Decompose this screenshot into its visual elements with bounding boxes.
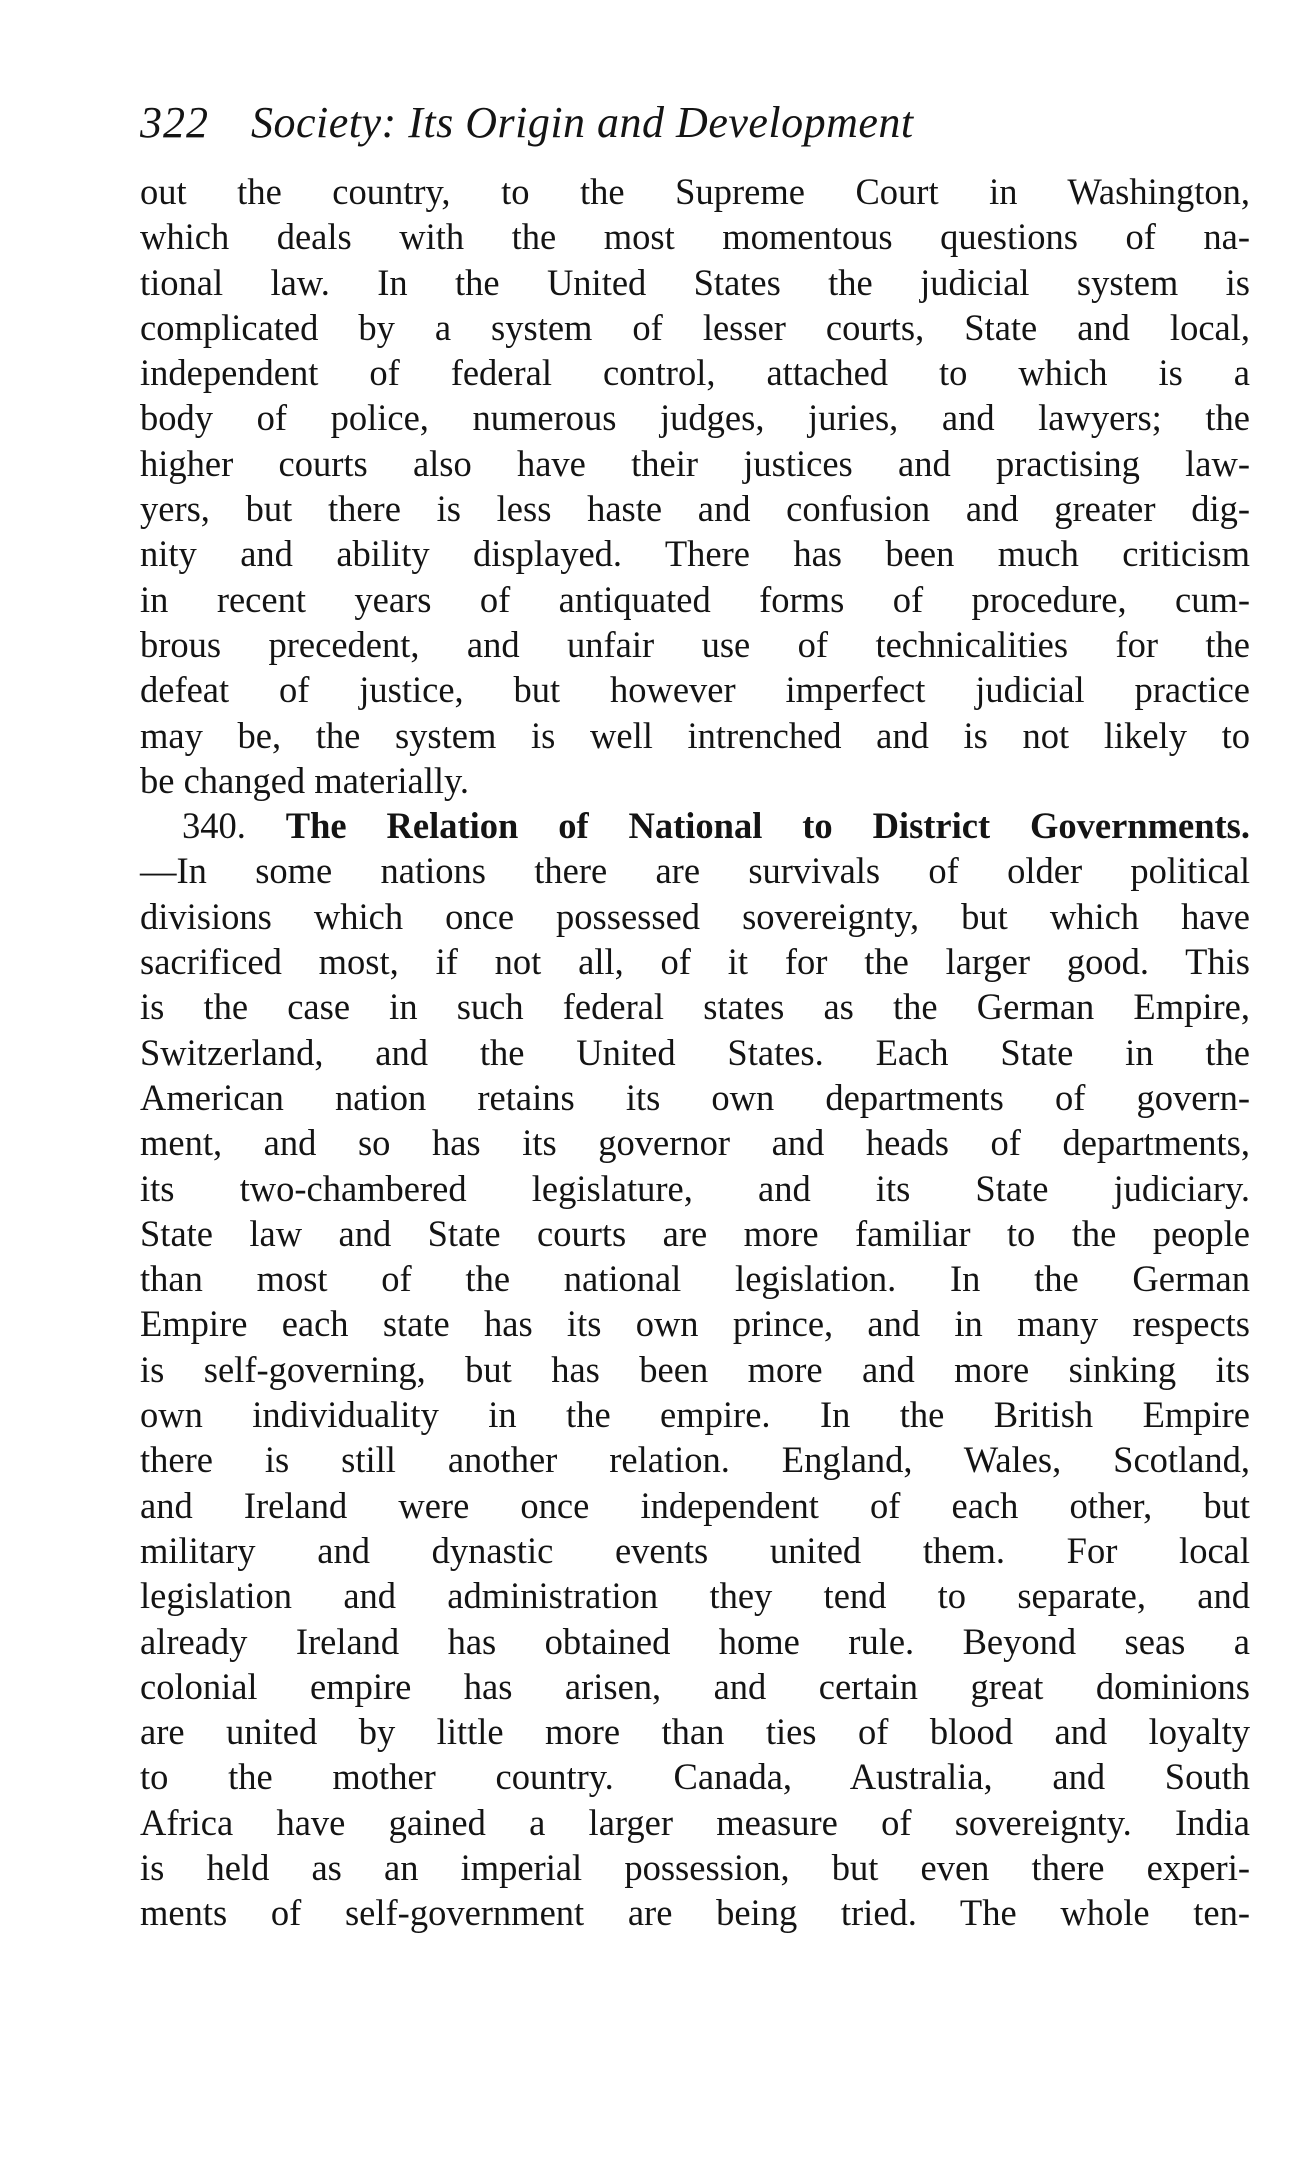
text-line: body of police, numerous judges, juries, and lawyers; the (140, 397, 1250, 439)
text-line: brous precedent, and unfair use of technicalities for the (140, 623, 1250, 665)
text-line: its two-chambered legislature, and its State judiciary. (140, 1167, 1250, 1209)
text-line: Africa have gained a larger measure of sovereignty. India (140, 1801, 1250, 1843)
text-line: Switzerland, and the United States. Each State in the (140, 1031, 1250, 1073)
text-line: is self-governing, but has been more and more sinking its (140, 1348, 1250, 1390)
section-heading-line (140, 803, 1250, 848)
text-line: Empire each state has its own prince, and in many respects (140, 1303, 1250, 1345)
text-line: colonial empire has arisen, and certain great dominions (140, 1665, 1250, 1707)
paragraph-continuation (140, 169, 1250, 803)
text-line: complicated by a system of lesser courts, State and local, (140, 306, 1250, 348)
section-number: 340. (182, 805, 246, 847)
page-number: 322 (140, 98, 209, 147)
text-line: is the case in such federal states as the German Empire, (140, 986, 1250, 1028)
text-line: yers, but there is less haste and confusion and greater dig- (140, 488, 1250, 530)
text-line: may be, the system is well intrenched and is not likely to (140, 714, 1250, 756)
text-line: own individuality in the empire. In the British Empire (140, 1394, 1250, 1436)
text-line: ments of self-government are being tried. The whole ten- (140, 1892, 1250, 1934)
text-line: are united by little more than ties of blood and loyalty (140, 1711, 1250, 1753)
text-line: —In some nations there are survivals of older political (140, 850, 1250, 892)
section-340 (140, 803, 1250, 1935)
text-line: independent of federal control, attached to which is a (140, 352, 1250, 394)
text-line: which deals with the most momentous questions of na- (140, 216, 1250, 258)
text-line: in recent years of antiquated forms of procedure, cum- (140, 578, 1250, 620)
book-page (140, 95, 1250, 1936)
text-line: higher courts also have their justices and practising law- (140, 442, 1250, 484)
text-line: nity and ability displayed. There has been much criticism (140, 533, 1250, 575)
text-line: is held as an imperial possession, but even there experi- (140, 1846, 1250, 1888)
text-line: already Ireland has obtained home rule. Beyond seas a (140, 1620, 1250, 1662)
body-text (140, 169, 1250, 1936)
running-head (140, 95, 1250, 151)
text-line: to the mother country. Canada, Australia, and South (140, 1756, 1250, 1798)
section-heading: The Relation of National to District Governments. (285, 805, 1250, 847)
text-line: be changed materially. (140, 759, 470, 801)
text-line: tional law. In the United States the judicial system is (140, 261, 1250, 303)
text-line: out the country, to the Supreme Court in Washington, (140, 171, 1250, 212)
text-line: there is still another relation. England, Wales, Scotland, (140, 1439, 1250, 1481)
text-line: military and dynastic events united them. For local (140, 1529, 1250, 1571)
text-line: ment, and so has its governor and heads of departments, (140, 1122, 1250, 1164)
text-line: State law and State courts are more familiar to the people (140, 1212, 1250, 1254)
text-line: than most of the national legislation. In the German (140, 1258, 1250, 1300)
text-line: sacrificed most, if not all, of it for the larger good. This (140, 941, 1250, 983)
text-line: American nation retains its own departments of govern- (140, 1076, 1250, 1118)
running-title: Society: Its Origin and Development (251, 98, 914, 147)
text-line: and Ireland were once independent of each other, but (140, 1484, 1250, 1526)
text-line: legislation and administration they tend to separate, and (140, 1575, 1250, 1617)
text-line: defeat of justice, but however imperfect judicial practice (140, 669, 1250, 711)
text-line: divisions which once possessed sovereignty, but which have (140, 895, 1250, 937)
